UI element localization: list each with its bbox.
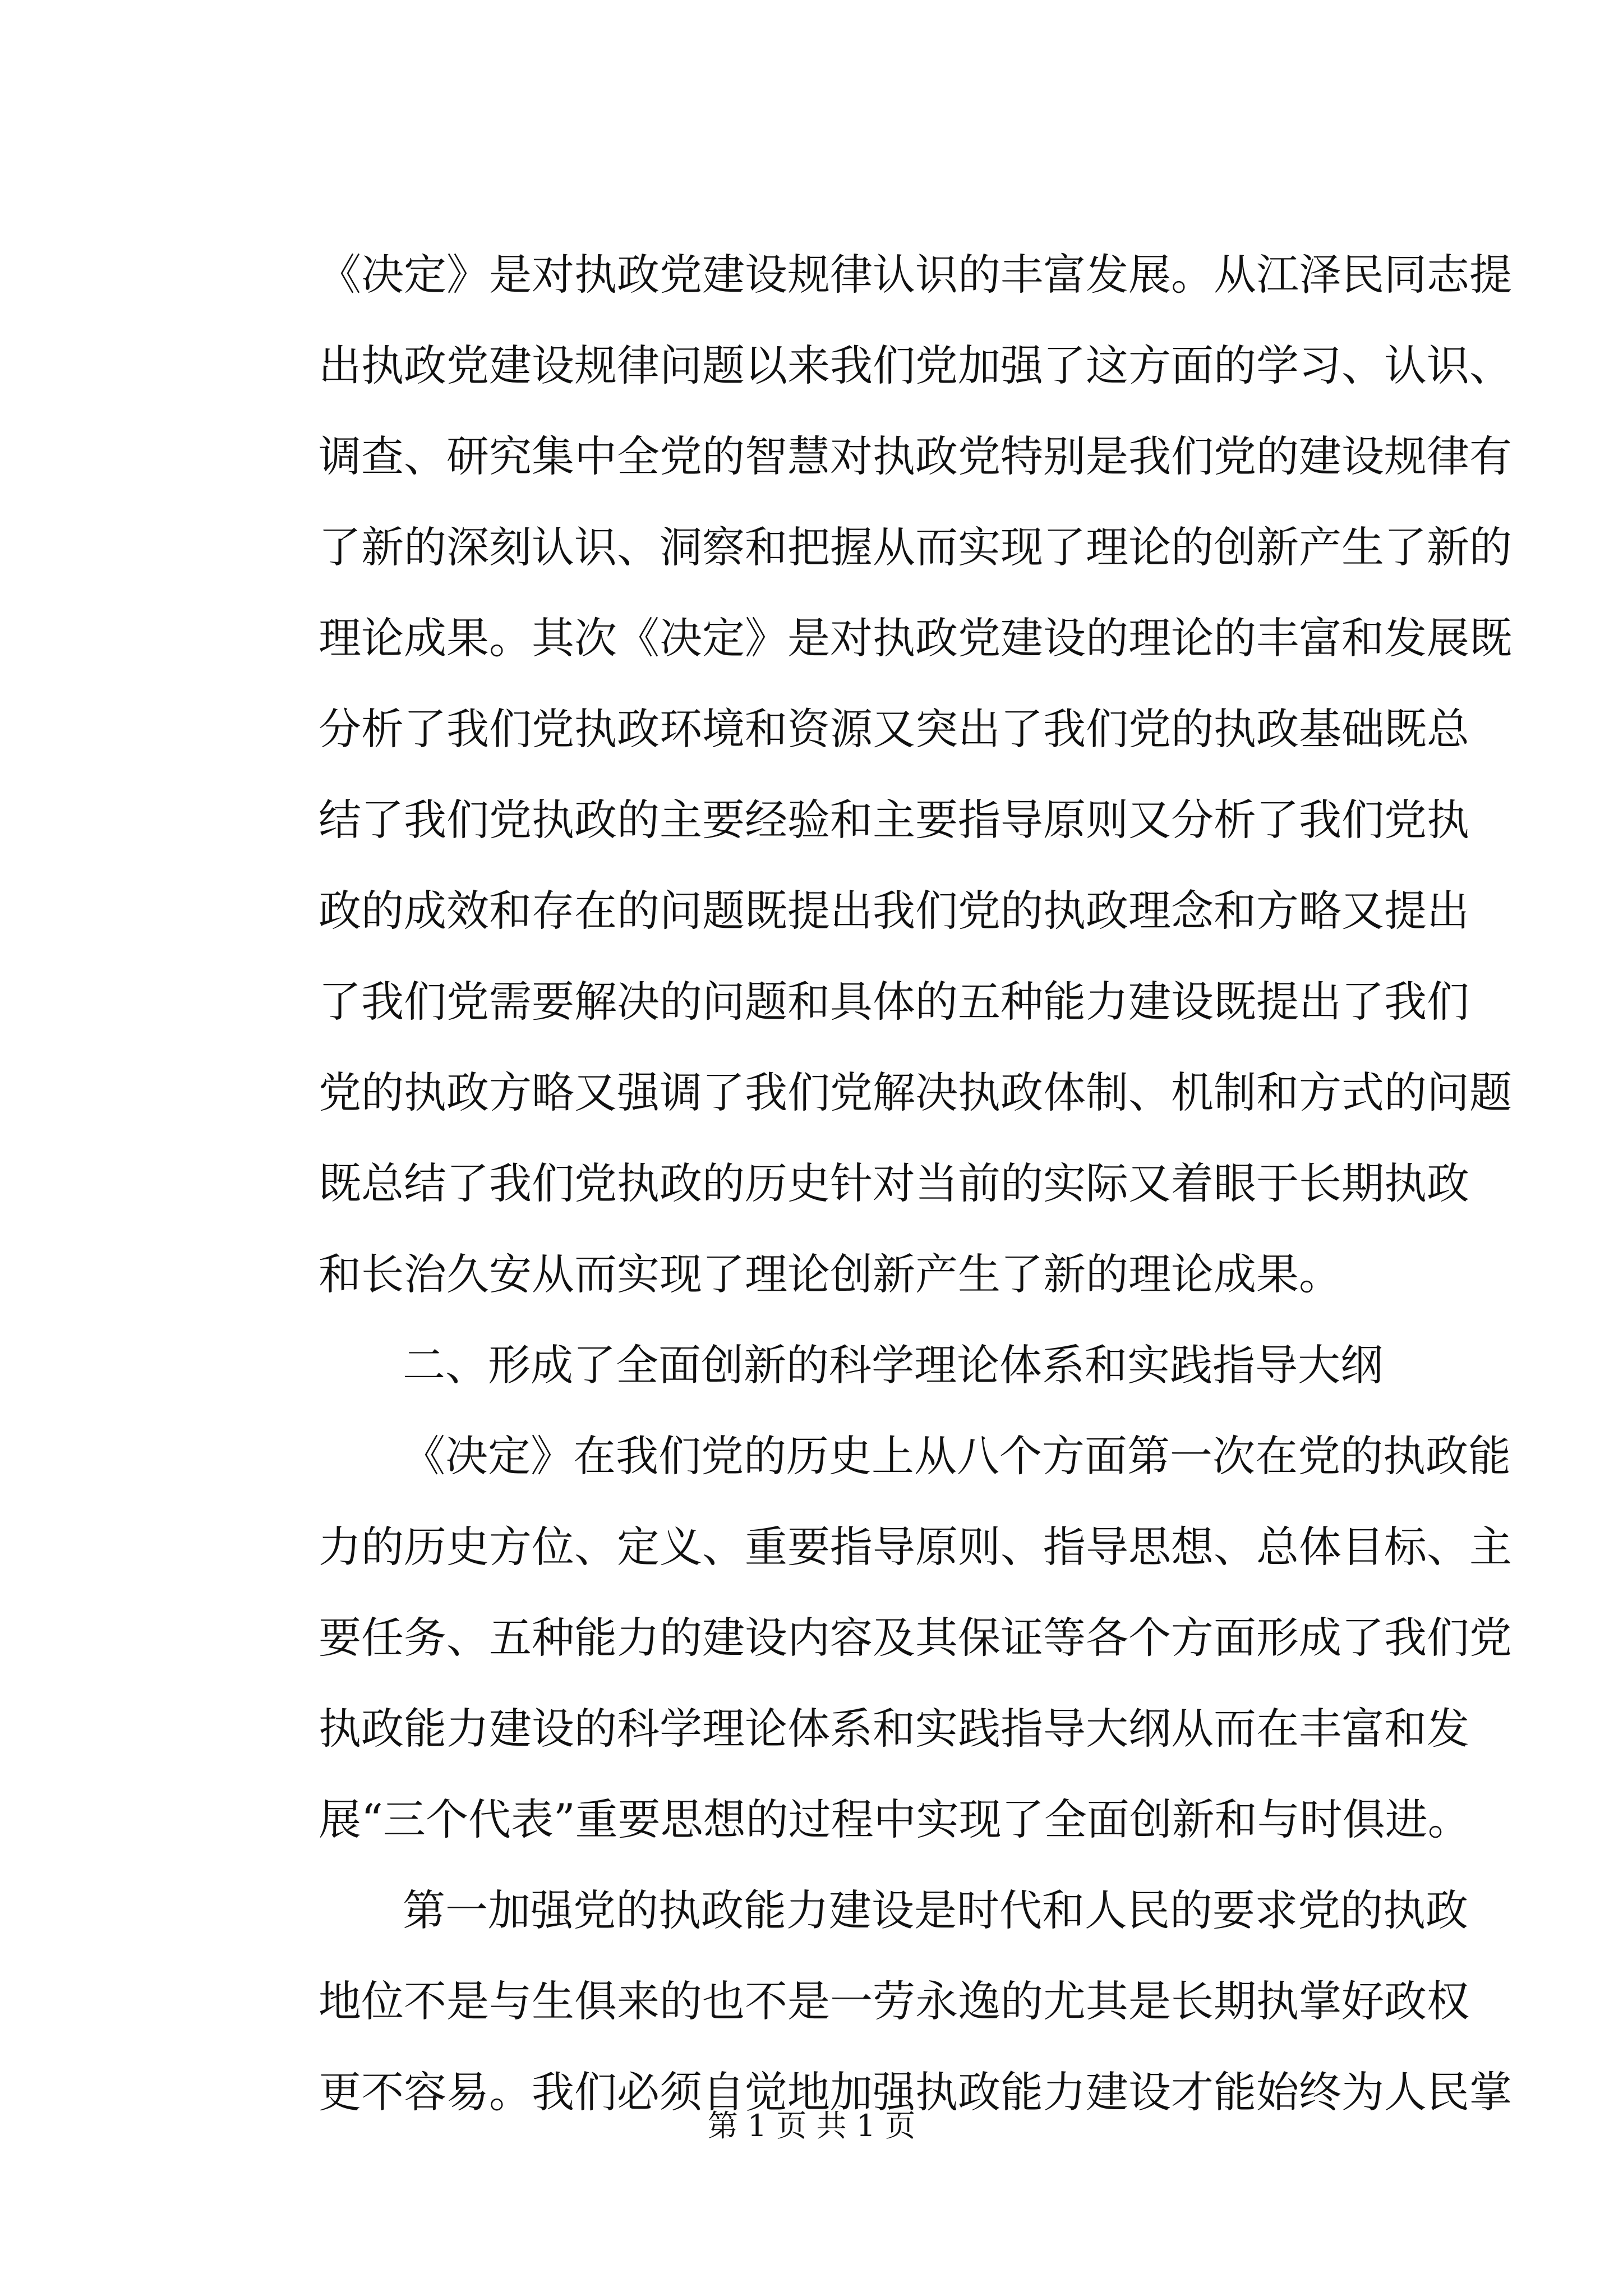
paragraph-line: 要任务、五种能力的建设内容及其保证等各个方面形成了我们党 [319, 1613, 1512, 1663]
paragraph-line: 更不容易。我们必须自觉地加强执政能力建设才能始终为人民掌 [319, 2067, 1512, 2117]
paragraph-line: 政的成效和存在的问题既提出我们党的执政理念和方略又提出 [319, 886, 1469, 936]
paragraph-line: 力的历史方位、定义、重要指导原则、指导思想、总体目标、主 [319, 1522, 1512, 1572]
paragraph-line: 执政能力建设的科学理论体系和实践指导大纲从而在丰富和发 [319, 1704, 1469, 1754]
paragraph-line: 展“三个代表”重要思想的过程中实现了全面创新和与时俱进。 [319, 1795, 1470, 1844]
paragraph-line: 第一加强党的执政能力建设是时代和人民的要求党的执政 [403, 1885, 1468, 1935]
paragraph-line: 了新的深刻认识、洞察和把握从而实现了理论的创新产生了新的 [319, 522, 1512, 572]
paragraph-line: 调查、研究集中全党的智慧对执政党特别是我们党的建设规律有 [319, 431, 1512, 481]
paragraph-line: 既总结了我们党执政的历史针对当前的实际又着眼于长期执政 [319, 1158, 1469, 1208]
paragraph-line: 了我们党需要解决的问题和具体的五种能力建设既提出了我们 [319, 977, 1469, 1027]
page-number-footer: 第 1 页 共 1 页 [707, 2108, 916, 2143]
paragraph-line: 分析了我们党执政环境和资源又突出了我们党的执政基础既总 [319, 704, 1469, 754]
paragraph-line: 结了我们党执政的主要经验和主要指导原则又分析了我们党执 [319, 795, 1469, 845]
paragraph-line: 《决定》在我们党的历史上从八个方面第一次在党的执政能 [403, 1431, 1511, 1481]
paragraph-line: 和长治久安从而实现了理论创新产生了新的理论成果。 [319, 1249, 1341, 1299]
paragraph-line: 出执政党建设规律问题以来我们党加强了这方面的学习、认识、 [319, 341, 1512, 390]
paragraph-line: 地位不是与生俱来的也不是一劳永逸的尤其是长期执掌好政权 [319, 1976, 1469, 2026]
paragraph-line: 理论成果。其次《决定》是对执政党建设的理论的丰富和发展既 [319, 613, 1512, 663]
section-heading: 二、形成了全面创新的科学理论体系和实践指导大纲 [403, 1340, 1383, 1390]
paragraph-line: 《决定》是对执政党建设规律认识的丰富发展。从江泽民同志提 [319, 250, 1512, 300]
paragraph-line: 党的执政方略又强调了我们党解决执政体制、机制和方式的问题 [319, 1068, 1512, 1117]
